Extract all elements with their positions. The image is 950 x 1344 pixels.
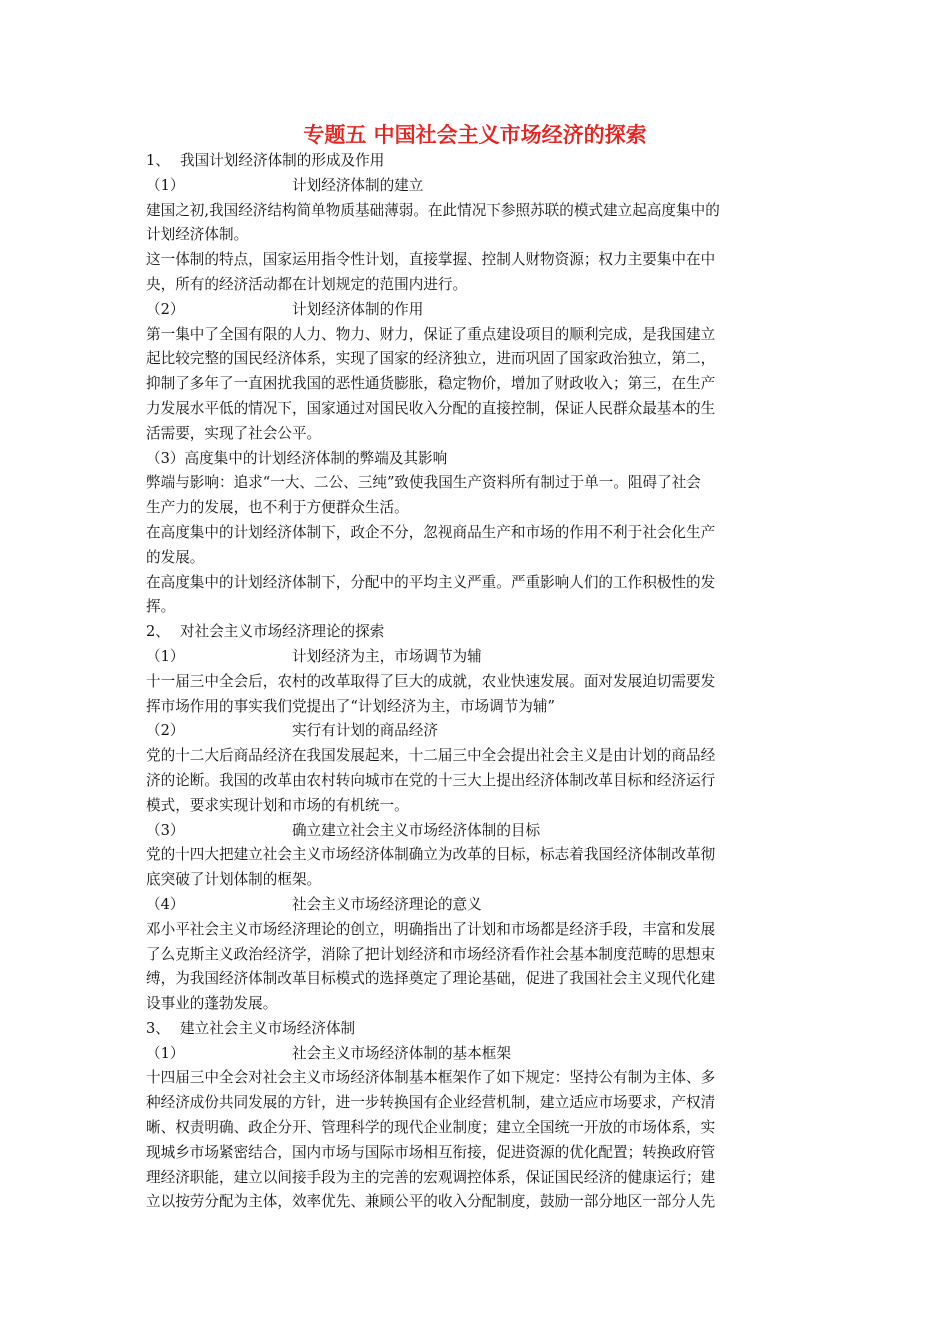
document-body	[146, 149, 806, 1215]
paragraph-line: 的发展。	[146, 548, 205, 566]
paragraph-line: 抑制了多年了一直困扰我国的恶性通货膨胀，稳定物价，增加了财政收入；第三，在生产	[146, 375, 716, 393]
heading-number: （1）	[146, 176, 185, 194]
heading-text: 对社会主义市场经济理论的探索	[180, 623, 385, 641]
paragraph-line: 生产力的发展，也不利于方便群众生活。	[146, 499, 409, 517]
paragraph-line: （3）高度集中的计划经济体制的弊端及其影响	[146, 449, 448, 467]
paragraph-line: 十一届三中全会后，农村的改革取得了巨大的成就，农业快速发展。面对发展迫切需要发	[146, 672, 716, 690]
heading-text: 我国计划经济体制的形成及作用	[180, 152, 385, 169]
heading-text: 社会主义市场经济体制的基本框架	[292, 1044, 511, 1062]
heading-text: 确立建立社会主义市场经济体制的目标	[292, 821, 541, 839]
heading-text: 计划经济体制的建立	[292, 176, 424, 194]
subsection-heading	[146, 819, 806, 844]
paragraph-line: 底突破了计划体制的框架。	[146, 871, 322, 889]
subsection-heading	[146, 298, 806, 323]
paragraph-line: 活需要，实现了社会公平。	[146, 424, 322, 442]
heading-number: 1、	[146, 152, 170, 169]
heading-number: 3、	[146, 1019, 170, 1037]
paragraph-line: 央，所有的经济活动都在计划规定的范围内进行。	[146, 275, 468, 293]
heading-number: （4）	[146, 895, 185, 913]
heading-number: （3）	[146, 821, 185, 839]
paragraph-line: 力发展水平低的情况下，国家通过对国民收入分配的直接控制，保证人民群众最基本的生	[146, 399, 716, 417]
paragraph-line: 现城乡市场紧密结合，国内市场与国际市场相互衔接，促进资源的优化配置；转换政府管	[146, 1143, 716, 1161]
heading-text: 计划经济体制的作用	[292, 300, 424, 318]
paragraph-line: 起比较完整的国民经济体系，实现了国家的经济独立，进而巩固了国家政治独立，第二，	[146, 350, 716, 368]
paragraph-line: 挥市场作用的事实我们党提出了“计划经济为主，市场调节为辅”	[146, 697, 555, 715]
paragraph-line: 党的十四大把建立社会主义市场经济体制确立为改革的目标，标志着我国经济体制改革彻	[146, 846, 716, 864]
paragraph-line: 挥。	[146, 598, 176, 616]
section-heading	[146, 620, 806, 645]
subsection-heading	[146, 1042, 806, 1067]
paragraph-line: 邓小平社会主义市场经济理论的创立，明确指出了计划和市场都是经济手段，丰富和发展	[146, 920, 716, 938]
paragraph-line: 了么克斯主义政治经济学，消除了把计划经济和市场经济看作社会基本制度范畴的思想束	[146, 945, 716, 963]
heading-number: （1）	[146, 647, 185, 665]
paragraph-line: 理经济职能，建立以间接手段为主的完善的宏观调控体系，保证国民经济的健康运行；建	[146, 1168, 716, 1186]
document-title: 专题五 中国社会主义市场经济的探索	[303, 122, 647, 147]
paragraph-line: 模式，要求实现计划和市场的有机统一。	[146, 796, 409, 814]
paragraph-line: 在高度集中的计划经济体制下，政企不分，忽视商品生产和市场的作用不利于社会化生产	[146, 523, 716, 541]
heading-number: 2、	[146, 623, 170, 641]
paragraph-line: 缚，为我国经济体制改革目标模式的选择奠定了理论基础，促进了我国社会主义现代化建	[146, 970, 716, 988]
paragraph-line: 计划经济体制。	[146, 226, 249, 244]
heading-number: （2）	[146, 300, 185, 318]
paragraph-line: 十四届三中全会对社会主义市场经济体制基本框架作了如下规定：坚持公有制为主体、多	[146, 1069, 716, 1087]
heading-text: 建立社会主义市场经济体制	[180, 1019, 356, 1037]
paragraph-line: 这一体制的特点，国家运用指令性计划，直接掌握、控制人财物资源；权力主要集中在中	[146, 251, 716, 269]
paragraph-line: 在高度集中的计划经济体制下，分配中的平均主义严重。严重影响人们的工作积极性的发	[146, 573, 716, 591]
heading-number: （2）	[146, 722, 185, 740]
subsection-heading	[146, 174, 806, 199]
paragraph-line: 建国之初,我国经济结构简单物质基础薄弱。在此情况下参照苏联的模式建立起高度集中的	[146, 201, 720, 219]
subsection-heading	[146, 893, 806, 918]
section-heading	[146, 149, 806, 174]
subsection-heading	[146, 645, 806, 670]
heading-number: （1）	[146, 1044, 185, 1062]
heading-text: 实行有计划的商品经济	[292, 722, 438, 740]
paragraph-line: 立以按劳分配为主体，效率优先、兼顾公平的收入分配制度，鼓励一部分地区一部分人先	[146, 1193, 716, 1211]
paragraph-line: 济的论断。我国的改革由农村转向城市在党的十三大上提出经济体制改革目标和经济运行	[146, 771, 716, 789]
subsection-heading	[146, 719, 806, 744]
paragraph-line: 种经济成份共同发展的方针，进一步转换国有企业经营机制，建立适应市场要求，产权清	[146, 1094, 716, 1112]
paragraph-line: 党的十二大后商品经济在我国发展起来，十二届三中全会提出社会主义是由计划的商品经	[146, 747, 716, 765]
heading-text: 计划经济为主，市场调节为辅	[292, 647, 482, 665]
heading-text: 社会主义市场经济理论的意义	[292, 895, 482, 913]
paragraph-line: 设事业的蓬勃发展。	[146, 995, 278, 1013]
paragraph-line: 晰、权责明确、政企分开、管理科学的现代企业制度；建立全国统一开放的市场体系，实	[146, 1119, 716, 1137]
paragraph-line: 弊端与影响：追求“一大、二公、三纯”致使我国生产资料所有制过于单一。阻碍了社会	[146, 474, 701, 492]
section-heading	[146, 1017, 806, 1042]
paragraph-line: 第一集中了全国有限的人力、物力、财力，保证了重点建设项目的顺利完成，是我国建立	[146, 325, 716, 343]
